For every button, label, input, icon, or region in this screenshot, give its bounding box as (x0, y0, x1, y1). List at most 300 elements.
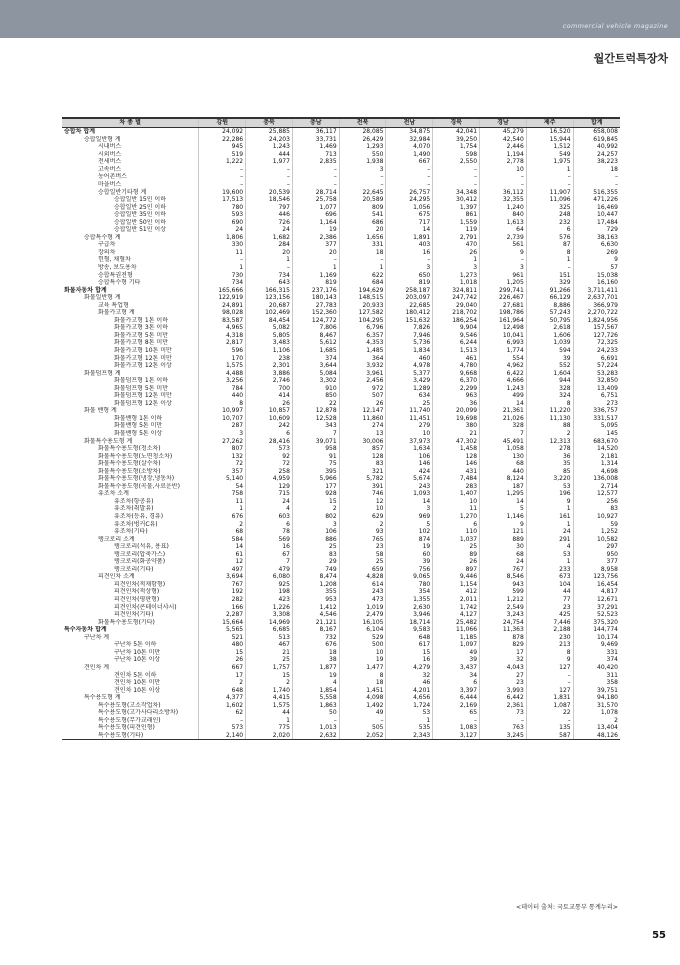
table-cell: 424 (386, 468, 433, 476)
table-cell: 57,243 (526, 309, 573, 317)
table-cell: 4,127 (433, 611, 480, 619)
table-cell: 19,698 (433, 415, 480, 423)
table-cell: 7,806 (292, 324, 339, 332)
table-row (62, 151, 620, 159)
row-label: 유조차 소계 (98, 490, 129, 498)
table-cell: 6,422 (480, 370, 527, 378)
row-label: 승합일반형 계 (84, 135, 121, 143)
table-cell: 226,467 (480, 294, 527, 302)
table-row (62, 573, 620, 581)
table-cell: 18 (292, 649, 339, 657)
table-cell: 6,993 (480, 339, 527, 347)
table-cell: 746 (339, 490, 386, 498)
table-cell: 461 (433, 354, 480, 362)
table-cell: 945 (199, 143, 246, 151)
table-cell: 2,479 (339, 611, 386, 619)
table-cell: 3 (199, 430, 246, 438)
table-cell: 4,279 (386, 664, 433, 672)
table-cell: 1,295 (480, 490, 527, 498)
table-cell: 8,474 (292, 573, 339, 581)
table-cell: 24,891 (199, 302, 246, 310)
table-cell: 886 (292, 536, 339, 544)
table-cell: 2,169 (433, 702, 480, 710)
table-cell: 423 (246, 596, 293, 604)
table-cell: 13,404 (573, 724, 620, 732)
table-cell: 1,037 (433, 536, 480, 544)
table-cell: 6,080 (246, 573, 293, 581)
column-header: 경북 (433, 118, 480, 128)
table-cell: 889 (480, 536, 527, 544)
table-cell: 10,997 (199, 407, 246, 415)
row-label: 탱크로리(화공약품) (114, 558, 166, 566)
table-cell: 282 (199, 596, 246, 604)
table-cell: 58 (339, 551, 386, 559)
table-cell: 20,539 (246, 188, 293, 196)
table-cell: 658,008 (573, 128, 620, 136)
table-cell: 767 (199, 581, 246, 589)
table-cell: 91 (292, 453, 339, 461)
table-cell: 329 (526, 279, 573, 287)
table-cell: 1,975 (526, 158, 573, 166)
table-row (62, 581, 620, 589)
row-label: 승합특권전형 (98, 271, 133, 279)
table-cell: 1,243 (480, 385, 527, 393)
table-cell: 15 (292, 498, 339, 506)
table-cell: 1,097 (433, 641, 480, 649)
table-cell: 1,252 (573, 528, 620, 536)
table-cell: 3,886 (246, 370, 293, 378)
table-cell: 61 (199, 551, 246, 559)
table-cell: 196 (526, 490, 573, 498)
table-cell: 36,112 (480, 188, 527, 196)
table-cell: 1,355 (386, 596, 433, 604)
table-cell: 87 (526, 241, 573, 249)
table-cell: 686 (339, 219, 386, 227)
table-cell: 1 (526, 520, 573, 528)
table-cell: 34,348 (433, 188, 480, 196)
table-cell: 104 (526, 581, 573, 589)
table-cell: 3,694 (199, 573, 246, 581)
table-cell: 68 (480, 551, 527, 559)
table-cell: 9,469 (573, 641, 620, 649)
table-cell: 9,668 (433, 370, 480, 378)
table-cell: 809 (339, 203, 386, 211)
column-header: 경남 (480, 118, 527, 128)
table-cell: 237,176 (292, 286, 339, 294)
table-cell: – (199, 181, 246, 189)
table-cell: 128 (433, 453, 480, 461)
table-cell: 299,741 (480, 286, 527, 294)
column-header: 차 종 별 (62, 118, 199, 128)
table-cell: 8,124 (480, 475, 527, 483)
table-cell: 622 (339, 271, 386, 279)
table-cell: 24 (199, 226, 246, 234)
table-cell: 1,740 (246, 686, 293, 694)
table-cell: 1,185 (433, 634, 480, 642)
table-row (62, 286, 620, 294)
table-cell: – (526, 671, 573, 679)
table-cell: 499 (480, 392, 527, 400)
table-cell: 1,412 (292, 603, 339, 611)
table-cell: 106 (386, 453, 433, 461)
table-cell: 24,233 (573, 347, 620, 355)
table-cell: 130 (480, 453, 527, 461)
table-cell: 39,751 (573, 686, 620, 694)
table-cell: 1,606 (526, 332, 573, 340)
table-row (62, 505, 620, 513)
table-cell: 180,412 (386, 309, 433, 317)
table-cell: 4,978 (386, 362, 433, 370)
table-row (62, 211, 620, 219)
table-cell: 46 (386, 679, 433, 687)
table-cell: 18 (339, 679, 386, 687)
table-cell: – (199, 173, 246, 181)
table-cell: 819 (292, 279, 339, 287)
row-label: 피견인차(콘테이너샤시) (114, 603, 177, 611)
row-label: 화물일반형 계 (84, 294, 121, 302)
table-cell: 700 (246, 385, 293, 393)
table-cell: 7,446 (526, 619, 573, 627)
table-cell: 9 (480, 249, 527, 257)
table-cell: 944 (526, 377, 573, 385)
table-cell: 279 (386, 422, 433, 430)
table-cell: 667 (386, 158, 433, 166)
table-cell: 763 (480, 724, 527, 732)
table-cell: 552 (526, 362, 573, 370)
table-cell: 14 (386, 226, 433, 234)
table-cell: 22,286 (199, 136, 246, 144)
table-cell: 1 (246, 717, 293, 725)
table-cell: 807 (199, 445, 246, 453)
table-cell: 2 (199, 679, 246, 687)
table-cell: 377 (573, 558, 620, 566)
table-cell: 8,167 (292, 626, 339, 634)
table-cell: 730 (199, 271, 246, 279)
table-row (62, 686, 620, 694)
table-cell: 3,127 (433, 732, 480, 740)
table-cell: 2,739 (480, 234, 527, 242)
table-cell: 53 (386, 709, 433, 717)
table-cell: 8,467 (292, 332, 339, 340)
table-cell: 2,618 (526, 324, 573, 332)
row-label: 승합일반기타형 계 (98, 188, 147, 196)
table-cell: 6,442 (480, 694, 527, 702)
row-label: 화물덤프형 1톤 이하 (114, 377, 169, 385)
table-cell: 775 (246, 724, 293, 732)
table-cell: 521 (199, 634, 246, 642)
table-cell: 16,105 (339, 619, 386, 627)
table-cell: 377 (292, 241, 339, 249)
table-cell: 203,097 (386, 294, 433, 302)
table-cell: 3,429 (386, 377, 433, 385)
table-cell: 21 (246, 649, 293, 657)
table-row (62, 611, 620, 619)
table-row (62, 203, 620, 211)
table-cell: 784 (199, 385, 246, 393)
table-row (62, 724, 620, 732)
table-cell: 88 (526, 422, 573, 430)
table-cell: 20,933 (339, 302, 386, 310)
registration-table-wrapper (62, 117, 620, 740)
table-cell: 12,528 (292, 415, 339, 423)
row-label: 유조차(등유, 경유) (114, 513, 164, 521)
table-cell: 83 (573, 505, 620, 513)
table-cell: 5,095 (573, 422, 620, 430)
table-cell: 1 (199, 264, 246, 272)
table-cell: – (480, 256, 527, 264)
table-cell: 22 (526, 709, 573, 717)
table-cell: 94,180 (573, 694, 620, 702)
table-cell: 50 (292, 709, 339, 717)
table-cell: 42,540 (480, 136, 527, 144)
table-cell: 5,805 (246, 332, 293, 340)
table-cell: 11 (199, 498, 246, 506)
table-row (62, 528, 620, 536)
table-row (62, 513, 620, 521)
table-cell: 1,019 (339, 603, 386, 611)
table-cell: 248 (526, 211, 573, 219)
table-cell: 576 (526, 234, 573, 242)
table-row (62, 656, 620, 664)
table-cell: 16,454 (573, 581, 620, 589)
row-label: 화물카고형 3톤 이하 (114, 324, 169, 332)
table-cell: 72 (246, 460, 293, 468)
table-cell: 325 (526, 203, 573, 211)
table-cell: 2,287 (199, 611, 246, 619)
table-row (62, 596, 620, 604)
table-cell: 9 (526, 656, 573, 664)
table-cell: 1,083 (433, 724, 480, 732)
table-cell: 749 (292, 566, 339, 574)
table-cell: 5,082 (246, 324, 293, 332)
table-cell: 10 (433, 498, 480, 506)
table-cell: 471,226 (573, 196, 620, 204)
table-cell: 3,243 (480, 611, 527, 619)
table-cell: 6,244 (433, 339, 480, 347)
table-row (62, 294, 620, 302)
row-label: 방송, 보도용차 (98, 263, 137, 271)
table-cell: 165,666 (199, 286, 246, 294)
table-cell: 40,420 (573, 664, 620, 672)
table-cell: 66,129 (526, 294, 573, 302)
table-cell: 1,226 (246, 603, 293, 611)
table-cell: 554 (480, 354, 527, 362)
table-cell: – (386, 256, 433, 264)
table-cell: 5,736 (386, 339, 433, 347)
table-cell: 48,126 (573, 732, 620, 740)
table-cell: 18 (573, 166, 620, 174)
table-cell: 713 (292, 151, 339, 159)
table-row (62, 241, 620, 249)
table-cell: 1,169 (292, 271, 339, 279)
table-cell: 35 (526, 460, 573, 468)
table-cell: 39 (526, 354, 573, 362)
table-cell: 928 (292, 490, 339, 498)
table-cell: 2 (199, 520, 246, 528)
table-row (62, 422, 620, 430)
table-cell: 11,220 (526, 407, 573, 415)
table-cell: 505 (339, 724, 386, 732)
table-cell: 1,891 (386, 234, 433, 242)
table-cell: 54 (199, 483, 246, 491)
table-cell: 78 (246, 528, 293, 536)
table-cell: 26 (199, 656, 246, 664)
row-label: 화물특수용도형(노면청소차) (98, 452, 173, 460)
table-cell: 1,513 (433, 347, 480, 355)
table-cell: 243 (386, 483, 433, 491)
table-cell: 123,156 (246, 294, 293, 302)
table-cell: 819 (386, 279, 433, 287)
row-label: 탱크로리(석유, 용표) (114, 543, 169, 551)
table-row (62, 347, 620, 355)
table-cell: 366,979 (573, 302, 620, 310)
table-cell: 1,240 (480, 203, 527, 211)
table-cell: 2,632 (292, 732, 339, 740)
table-cell: 104,295 (339, 317, 386, 325)
row-label: 특수용도형(기타) (62, 732, 199, 740)
row-label: 화물특수용도형(냉장,냉동차) (98, 475, 175, 483)
table-cell: 4,666 (480, 377, 527, 385)
table-cell: – (339, 181, 386, 189)
table-cell: 14,969 (246, 619, 293, 627)
table-cell: 37,973 (386, 437, 433, 445)
table-row (62, 460, 620, 468)
table-cell: 676 (199, 513, 246, 521)
table-row (62, 558, 620, 566)
table-cell: 24 (526, 528, 573, 536)
table-cell: 11,907 (526, 188, 573, 196)
table-cell: 10,582 (573, 536, 620, 544)
row-label: 승합특수형 계 (84, 233, 121, 241)
table-cell: 8 (199, 400, 246, 408)
table-row (62, 498, 620, 506)
table-row (62, 407, 620, 415)
table-cell: 6,796 (339, 324, 386, 332)
table-cell: 73 (480, 709, 527, 717)
table-cell: 91,266 (526, 286, 573, 294)
table-row (62, 271, 620, 279)
table-cell: 6 (433, 520, 480, 528)
row-label: 승합특수형 기타 (98, 279, 141, 287)
table-cell: 7 (292, 430, 339, 438)
row-label: 화물카고형 8톤 미만 (114, 339, 169, 347)
table-cell: 425 (526, 611, 573, 619)
table-cell: – (433, 181, 480, 189)
table-cell: – (199, 256, 246, 264)
table-row (62, 400, 620, 408)
table-cell: 375,320 (573, 619, 620, 627)
table-cell: 2,140 (199, 732, 246, 740)
table-cell: 119 (433, 226, 480, 234)
table-cell: 242 (246, 422, 293, 430)
table-row (62, 324, 620, 332)
table-cell: 2,020 (246, 732, 293, 740)
table-row (62, 128, 620, 136)
table-cell: 4,546 (292, 611, 339, 619)
table-cell: 19,600 (199, 188, 246, 196)
table-row (62, 490, 620, 498)
table-cell: – (246, 264, 293, 272)
table-cell: 6,370 (433, 377, 480, 385)
table-cell: 440 (199, 392, 246, 400)
table-cell: 11,130 (526, 415, 573, 423)
row-label: 승합일반 15인 이하 (114, 196, 167, 204)
table-cell: 3,483 (246, 339, 293, 347)
table-cell: 925 (246, 581, 293, 589)
table-cell: 256 (573, 498, 620, 506)
row-label: 구급차 (98, 241, 116, 249)
row-label: 피견인차(기타) (114, 611, 154, 619)
table-cell: 1,407 (433, 490, 480, 498)
table-cell: 122,919 (199, 294, 246, 302)
row-label: 화물카고형 12톤 미만 (114, 354, 172, 362)
table-cell: 37,291 (573, 603, 620, 611)
table-cell: 258 (246, 468, 293, 476)
table-cell: 10,927 (573, 513, 620, 521)
table-cell: 68 (199, 528, 246, 536)
table-cell: 6 (433, 679, 480, 687)
table-cell: 10 (386, 430, 433, 438)
table-cell: 23 (480, 679, 527, 687)
row-label: 고속버스 (98, 165, 122, 173)
table-cell: 68 (480, 460, 527, 468)
table-cell: 291 (526, 536, 573, 544)
table-cell: 330 (199, 241, 246, 249)
table-cell: 16 (386, 249, 433, 257)
table-cell: 24 (480, 558, 527, 566)
table-cell: 675 (386, 211, 433, 219)
table-row (62, 717, 620, 725)
table-row (62, 279, 620, 287)
table-cell: 336,757 (573, 407, 620, 415)
table-cell: 1,634 (386, 445, 433, 453)
table-cell: 40,992 (573, 143, 620, 151)
table-cell: 22,685 (386, 302, 433, 310)
table-row (62, 264, 620, 272)
table-cell: 1,877 (292, 664, 339, 672)
row-label: 특수용도형(무가교래인) (98, 716, 161, 724)
table-cell: 287 (199, 422, 246, 430)
table-cell: 767 (480, 566, 527, 574)
table-cell: 29 (292, 558, 339, 566)
table-cell: 25,758 (292, 196, 339, 204)
table-cell: 14 (480, 498, 527, 506)
table-cell: – (292, 166, 339, 174)
table-cell: 358 (573, 679, 620, 687)
table-cell: 24 (246, 226, 293, 234)
table-cell: – (246, 173, 293, 181)
table-cell: 32,355 (480, 196, 527, 204)
table-row (62, 234, 620, 242)
table-cell: 198,786 (480, 309, 527, 317)
table-cell: 324,811 (433, 286, 480, 294)
table-cell: 27,262 (199, 437, 246, 445)
column-header: 강원 (199, 118, 246, 128)
table-cell: 1,490 (386, 151, 433, 159)
table-cell: 684 (339, 279, 386, 287)
table-cell: 8 (526, 400, 573, 408)
table-cell: 30,412 (433, 196, 480, 204)
table-cell: 1,273 (433, 271, 480, 279)
table-cell: 2 (339, 520, 386, 528)
table-cell: 32 (386, 671, 433, 679)
table-cell: 1 (199, 505, 246, 513)
table-cell: 15 (246, 671, 293, 679)
table-cell: 850 (292, 392, 339, 400)
table-cell: 958 (292, 445, 339, 453)
table-cell: 127 (526, 664, 573, 672)
table-cell: 1,575 (246, 702, 293, 710)
